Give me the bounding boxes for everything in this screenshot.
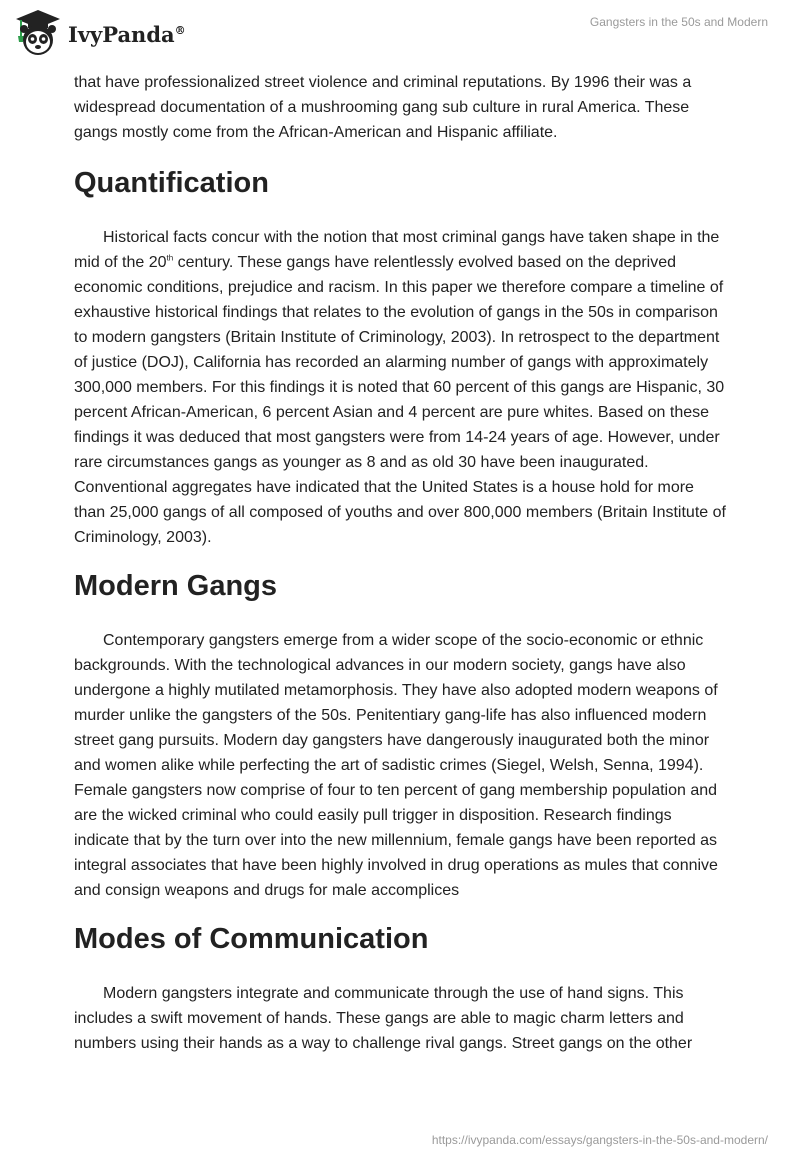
page-header bbox=[0, 0, 800, 70]
panda-graduate-icon bbox=[14, 8, 62, 58]
source-url[interactable]: https://ivypanda.com/essays/gangsters-in-the-50s-and-modern/ bbox=[431, 1133, 768, 1147]
heading-modes-of-communication: Modes of Communication bbox=[74, 923, 429, 955]
brand-name: IvyPanda® bbox=[68, 21, 186, 47]
document-title: Gangsters in the 50s and Modern bbox=[589, 15, 768, 29]
ivypanda-logo[interactable] bbox=[14, 8, 186, 58]
quantification-paragraph: Historical facts concur with the notion that most criminal gangs have taken shape in the mid of the 20th century. These gangs have relentlessly evolved based on the deprived economic conditions, prejudice and racism. In this paper we therefore compare a timeline of exhaustive historical findings that relates to the evolution of gangs in the 50s in comparison to modern gangsters (Britain Institute of Criminology, 2003). In retrospect to the department of justice (DOJ), California has recorded an alarming number of gangs with approximately 300,000 members. For this findings it is noted that 60 percent of this gangs are Hispanic, 30 percent African-American, 6 percent Asian and 4 percent are pure whites. Based on these findings it was deduced that most gangsters were from 14-24 years of age. However, under rare circumstances gangs as younger as 8 and as old 30 have been inaugurated. Conventional aggregates have indicated that the United States is a house hold for more than 25,000 gangs of all composed of youths and over 800,000 members (Britain Institute of Criminology, 2003). bbox=[74, 229, 726, 546]
intro-paragraph: that have professionalized street violence and criminal reputations. By 1996 their was a widespread documentation of a mushrooming gang sub culture in rural America. These gangs mostly come from the African-American and Hispanic affiliate. bbox=[74, 74, 692, 141]
modern-gangs-paragraph: Contemporary gangsters emerge from a wider scope of the socio-economic or ethnic backgrounds. With the technological advances in our modern society, gangs have also undergone a highly mutilated metamorphosis. They have also adopted modern weapons of murder unlike the gangsters of the 50s. Penitentiary gang-life has also influenced modern street gang pursuits. Modern day gangsters have dangerously inaugurated both the minor and women alike while perfecting the art of sadistic crimes (Siegel, Welsh, Senna, 1994). Female gangsters now comprise of four to ten percent of gang membership population and are the wicked criminal who could easily pull trigger in disposition. Research findings indicate that by the turn over into the new millennium, female gangs have been reported as integral associates that have been highly involved in drug operations as mules that connive and consign weapons and drugs for male accomplices bbox=[74, 632, 718, 899]
heading-quantification: Quantification bbox=[74, 167, 269, 199]
heading-modern-gangs: Modern Gangs bbox=[74, 570, 278, 602]
modes-of-communication-paragraph: Modern gangsters integrate and communicate through the use of hand signs. This includes a swift movement of hands. These gangs are able to magic charm letters and numbers using their hands as a way to challenge rival gangs. Street gangs on the other bbox=[74, 985, 693, 1052]
essay-content bbox=[74, 70, 726, 1056]
